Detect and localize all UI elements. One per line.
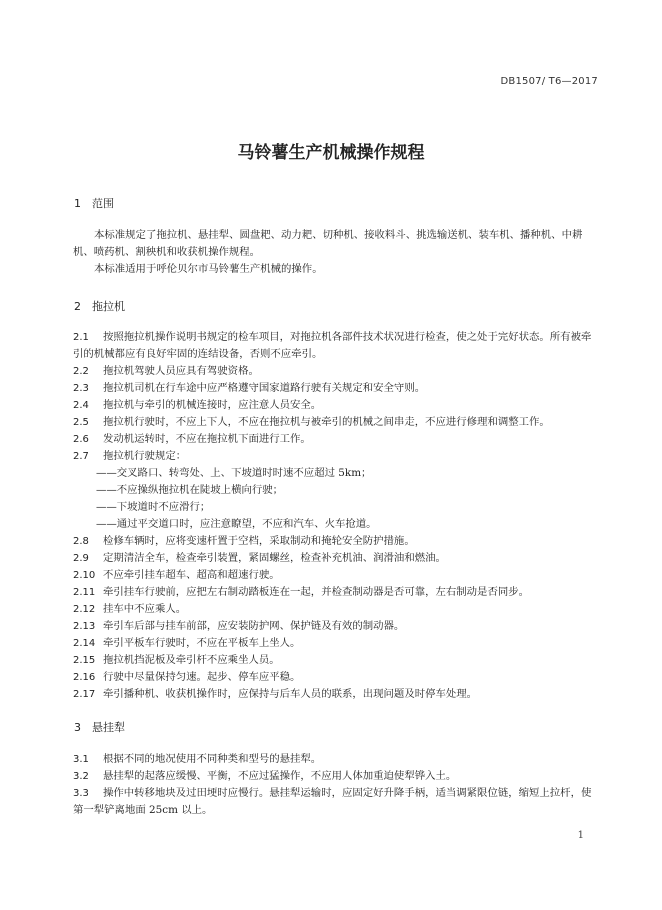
clause-3-3: 3.3 操作中转移地块及过田埂时应慢行。悬挂犁运输时，应固定好升降手柄，适当调紧限位链，缩短上拉杆，使第一犁铲离地面 25cm 以上。 bbox=[73, 787, 592, 816]
list-item: ——下坡道时不应滑行； bbox=[96, 501, 211, 513]
clause-3-1: 3.1 根据不同的地况使用不同种类和型号的悬挂犁。 bbox=[73, 753, 322, 765]
clause-2-17: 2.17 牵引播种机、收获机操作时，应保持与后车人员的联系，出现问题及时停车处理。 bbox=[73, 688, 478, 700]
list-item: ——通过平交道口时，应注意瞭望，不应和汽车、火车抢道。 bbox=[96, 518, 377, 530]
list-item: ——交叉路口、转弯处、上、下坡道时时速不应超过 5km； bbox=[96, 467, 372, 479]
clause-2-5: 2.5 拖拉机行驶时，不应上下人，不应在拖拉机与被牵引的机械之间串走，不应进行修理和调整工作。 bbox=[73, 416, 550, 428]
standard-code: DB1507/ T6—2017 bbox=[500, 76, 598, 87]
section-heading-plough: 3 悬挂犁 bbox=[74, 721, 125, 734]
clause-2-12: 2.12 挂车中不应乘人。 bbox=[73, 603, 187, 615]
clause-2-16: 2.16 行驶中尽量保持匀速。起步、停车应平稳。 bbox=[73, 671, 301, 683]
clause-2-3: 2.3 拖拉机司机在行车途中应严格遵守国家道路行驶有关规定和安全守则。 bbox=[73, 382, 426, 394]
clause-2-8: 2.8 检修车辆时，应将变速杆置于空档，采取制动和掩轮安全防护措施。 bbox=[73, 535, 415, 547]
clause-3-2: 3.2 悬挂犁的起落应缓慢、平衡，不应过猛操作，不应用人体加重迫使犁铧入土。 bbox=[73, 770, 457, 782]
page-number: 1 bbox=[577, 830, 584, 841]
clause-2-9: 2.9 定期清洁全车，检查牵引装置，紧固螺丝，检查补充机油、润滑油和燃油。 bbox=[73, 552, 446, 564]
clause-2-14: 2.14 牵引平板车行驶时，不应在平板车上坐人。 bbox=[73, 637, 301, 649]
clause-2-1: 2.1 按照拖拉机操作说明书规定的检车项目，对拖拉机各部件技术状况进行检查，使之处于完好状态。所有被牵引的机械都应有良好牢固的连结设备，否则不应牵引。 bbox=[73, 331, 592, 360]
clause-2-15: 2.15 拖拉机挡泥板及牵引杆不应乘坐人员。 bbox=[73, 654, 280, 666]
clause-2-6: 2.6 发动机运转时，不应在拖拉机下面进行工作。 bbox=[73, 433, 311, 445]
clause-2-11: 2.11 牵引挂车行驶前，应把左右制动踏板连在一起，并检查制动器是否可靠，左右制动是否同步。 bbox=[73, 586, 530, 598]
scope-paragraph-2: 本标准适用于呼伦贝尔市马铃薯生产机械的操作。 bbox=[94, 263, 323, 275]
section-heading-tractor: 2 拖拉机 bbox=[74, 300, 125, 313]
clause-2-2: 2.2 拖拉机驾驶人员应具有驾驶资格。 bbox=[73, 365, 259, 377]
scope-paragraph-1: 本标准规定了拖拉机、悬挂犁、圆盘耙、动力耙、切种机、接收料斗、挑选输送机、装车机、播种机、中耕机、喷药机、割秧机和收获机操作规程。 bbox=[73, 229, 583, 258]
list-item: ——不应操纵拖拉机在陡坡上横向行驶； bbox=[96, 484, 284, 496]
section-heading-scope: 1 范围 bbox=[74, 197, 114, 210]
clause-2-7: 2.7 拖拉机行驶规定： bbox=[73, 450, 187, 462]
page-title: 马铃薯生产机械操作规程 bbox=[237, 143, 425, 163]
clause-2-4: 2.4 拖拉机与牵引的机械连接时，应注意人员安全。 bbox=[73, 399, 322, 411]
clause-2-13: 2.13 牵引车后部与挂车前部，应安装防护网、保护链及有效的制动器。 bbox=[73, 620, 405, 632]
clause-2-10: 2.10 不应牵引挂车超车、超高和超速行驶。 bbox=[73, 569, 280, 581]
